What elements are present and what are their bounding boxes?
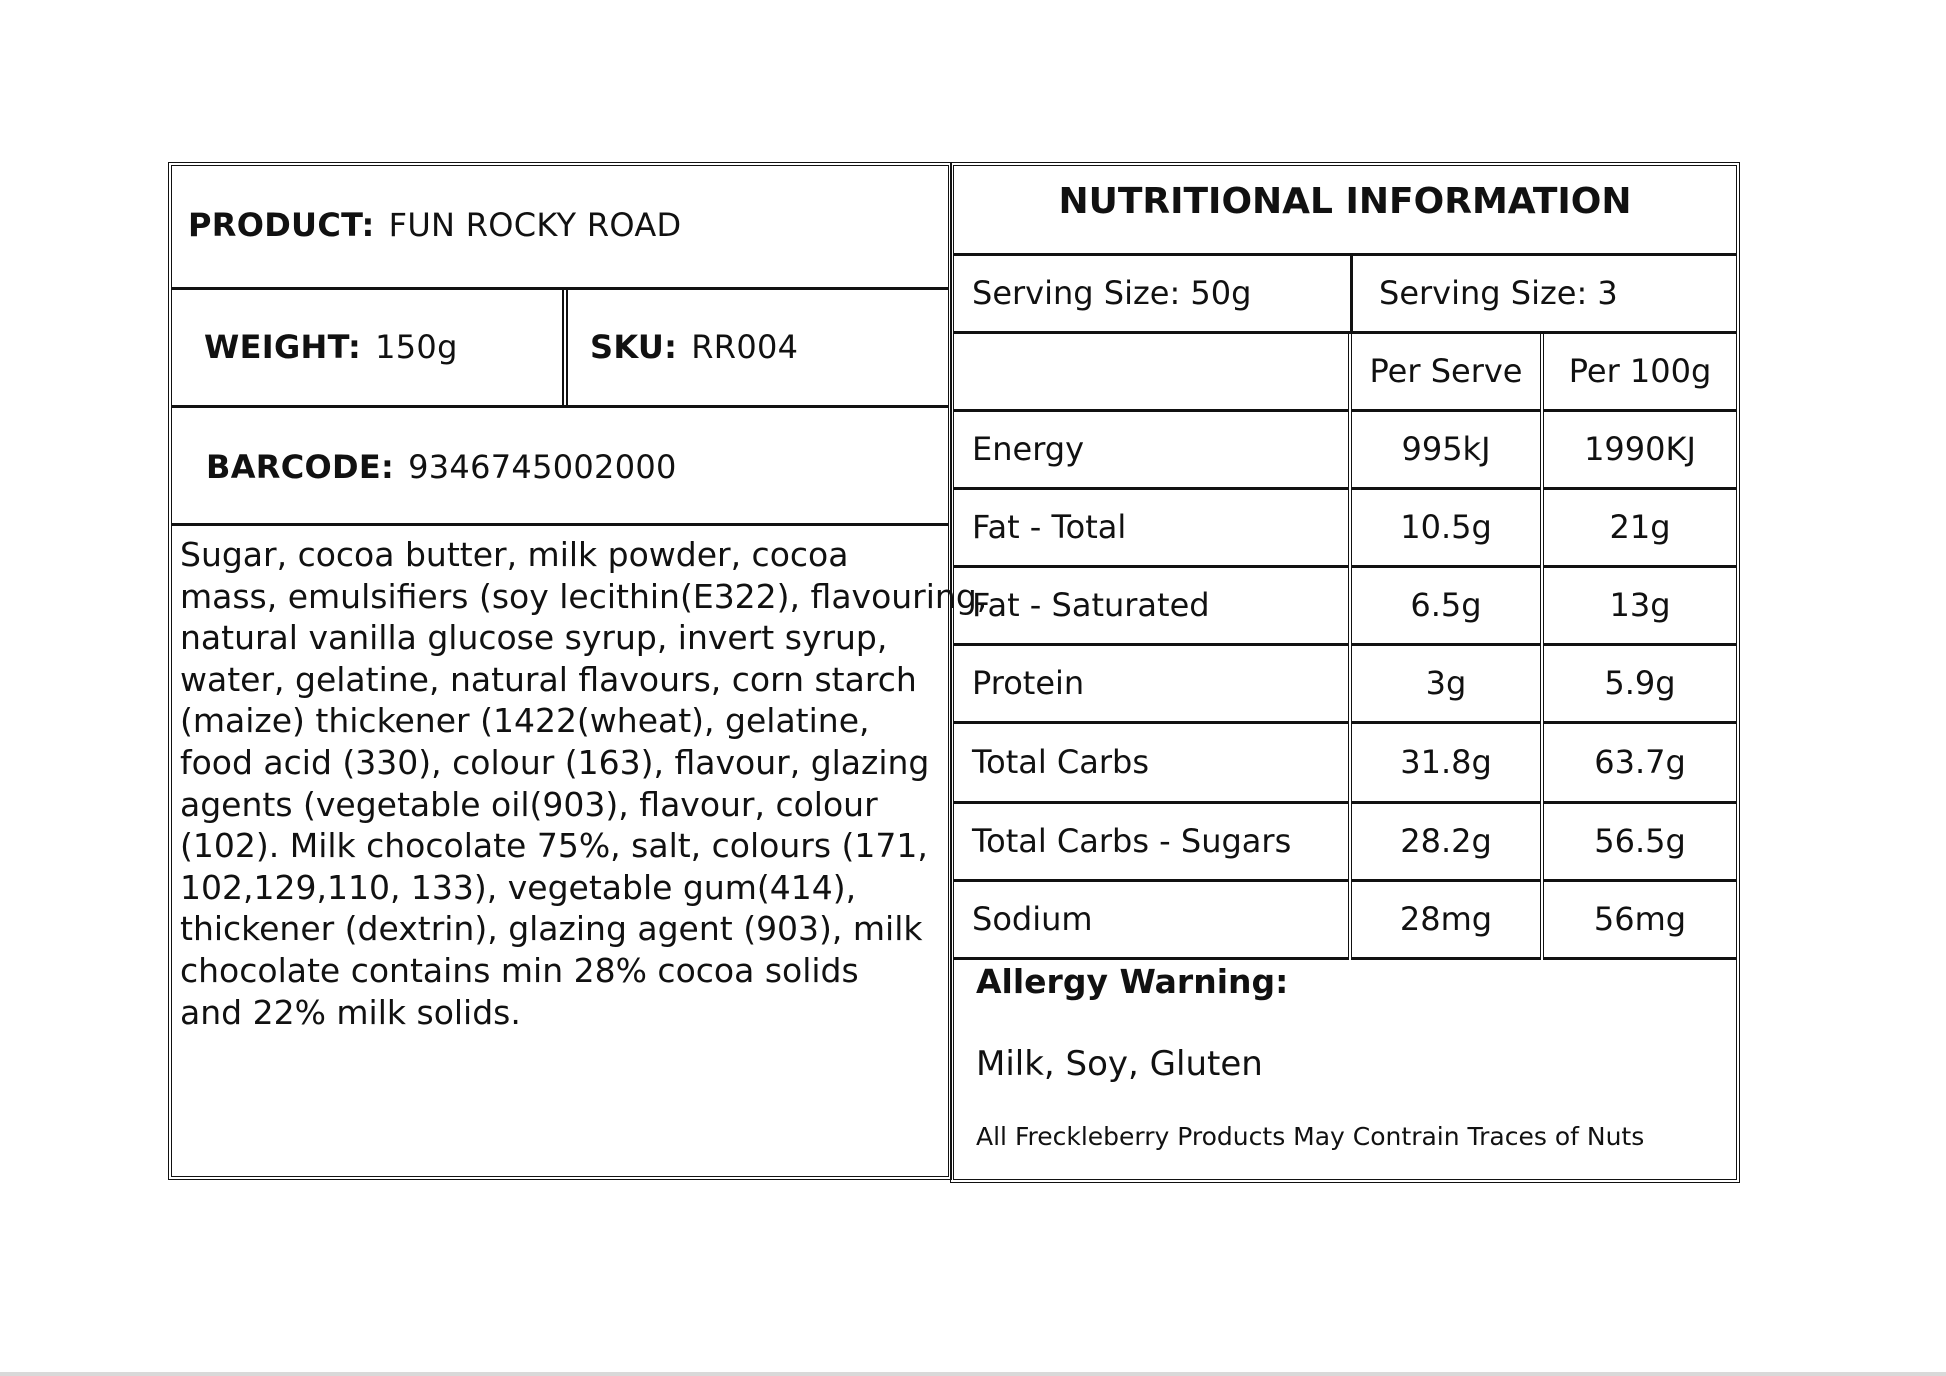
nutrient-name: Total Carbs - Sugars: [954, 802, 1350, 880]
ingredients-line: agents (vegetable oil(903), flavour, colour: [180, 784, 878, 824]
allergy-section: [954, 944, 1736, 1179]
allergy-items: Milk, Soy, Gluten: [976, 1044, 1263, 1084]
ingredients-line: natural vanilla glucose syrup, invert syrup,: [180, 618, 888, 658]
nutrient-per-serve: 10.5g: [1350, 488, 1542, 566]
header-per-serve: Per Serve: [1350, 334, 1542, 410]
weight-value: 150g: [375, 328, 458, 366]
nutrient-per-100g: 13g: [1542, 566, 1736, 644]
sku-label: SKU:: [590, 328, 678, 366]
product-info-panel: [168, 162, 988, 1180]
nutrition-row: [954, 644, 1736, 722]
nutrient-name: Energy: [954, 410, 1350, 488]
nutrition-row: [954, 722, 1736, 802]
weight-field: [204, 328, 458, 366]
ingredients-line: (102). Milk chocolate 75%, salt, colours (171,: [180, 826, 928, 866]
nutrition-row: [954, 488, 1736, 566]
nutrient-per-100g: 5.9g: [1542, 644, 1736, 722]
ingredients-line: mass, emulsifiers (soy lecithin(E322), flavouring,: [180, 576, 988, 616]
sku-field: [590, 328, 798, 366]
barcode-row: [172, 408, 948, 526]
ingredients-line: Sugar, cocoa butter, milk powder, cocoa: [180, 535, 849, 574]
ingredients-text: [180, 534, 988, 1033]
nutrition-table: [954, 334, 1736, 960]
nutrient-name: Protein: [954, 644, 1350, 722]
barcode-value: 9346745002000: [408, 448, 677, 486]
allergy-title: Allergy Warning:: [976, 962, 1289, 1001]
nutrition-row: [954, 410, 1736, 488]
ingredients-line: (maize) thickener (1422(wheat), gelatine,: [180, 701, 870, 741]
nutrient-name: Fat - Saturated: [954, 566, 1350, 644]
ingredients-line: and 22% milk solids.: [180, 992, 521, 1032]
sku-value: RR004: [691, 328, 799, 366]
nutrient-per-100g: 56.5g: [1542, 802, 1736, 880]
serving-size-weight: Serving Size: 50g: [972, 274, 1252, 312]
nutrition-row: [954, 802, 1736, 880]
barcode-field: [206, 448, 677, 486]
nutrient-per-serve: 28mg: [1350, 880, 1542, 958]
header-blank-cell: [954, 334, 1350, 410]
weight-sku-row: [172, 290, 948, 408]
nutrient-name: Sodium: [954, 880, 1350, 958]
page-bottom-edge: [0, 1372, 1946, 1376]
nutrient-per-serve: 6.5g: [1350, 566, 1542, 644]
nutrient-per-serve: 3g: [1350, 644, 1542, 722]
ingredients-line: food acid (330), colour (163), flavour, glazing: [180, 742, 930, 782]
nutrient-per-serve: 28.2g: [1350, 802, 1542, 880]
nutrient-per-serve: 31.8g: [1350, 722, 1542, 802]
ingredients-line: 102,129,110, 133), vegetable gum(414),: [180, 867, 857, 907]
product-label: PRODUCT:: [188, 206, 375, 244]
serving-size-count: Serving Size: 3: [1350, 256, 1736, 331]
product-field: [188, 206, 681, 244]
nutrient-per-100g: 1990KJ: [1542, 410, 1736, 488]
nutrition-header-row: [954, 334, 1736, 410]
weight-sku-divider: [562, 290, 568, 405]
nutrient-per-100g: 63.7g: [1542, 722, 1736, 802]
nutrient-per-100g: 21g: [1542, 488, 1736, 566]
allergy-note: All Freckleberry Products May Contrain Traces of Nuts: [976, 1122, 1645, 1151]
header-per-100g: Per 100g: [1542, 334, 1736, 410]
product-row: [172, 166, 948, 290]
nutrient-name: Total Carbs: [954, 722, 1350, 802]
nutrient-name: Fat - Total: [954, 488, 1350, 566]
product-name: FUN ROCKY ROAD: [388, 206, 682, 244]
nutrition-title: NUTRITIONAL INFORMATION: [954, 166, 1736, 256]
ingredients-line: water, gelatine, natural flavours, corn starch: [180, 659, 917, 699]
nutrition-row: [954, 566, 1736, 644]
serving-size-row: [954, 256, 1736, 334]
nutrient-per-100g: 56mg: [1542, 880, 1736, 958]
weight-label: WEIGHT:: [204, 328, 362, 366]
nutrition-panel: [950, 162, 1740, 1183]
nutrient-per-serve: 995kJ: [1350, 410, 1542, 488]
barcode-label: BARCODE:: [206, 448, 395, 486]
ingredients-line: chocolate contains min 28% cocoa solids: [180, 950, 859, 990]
ingredients-line: thickener (dextrin), glazing agent (903), milk: [180, 909, 923, 949]
